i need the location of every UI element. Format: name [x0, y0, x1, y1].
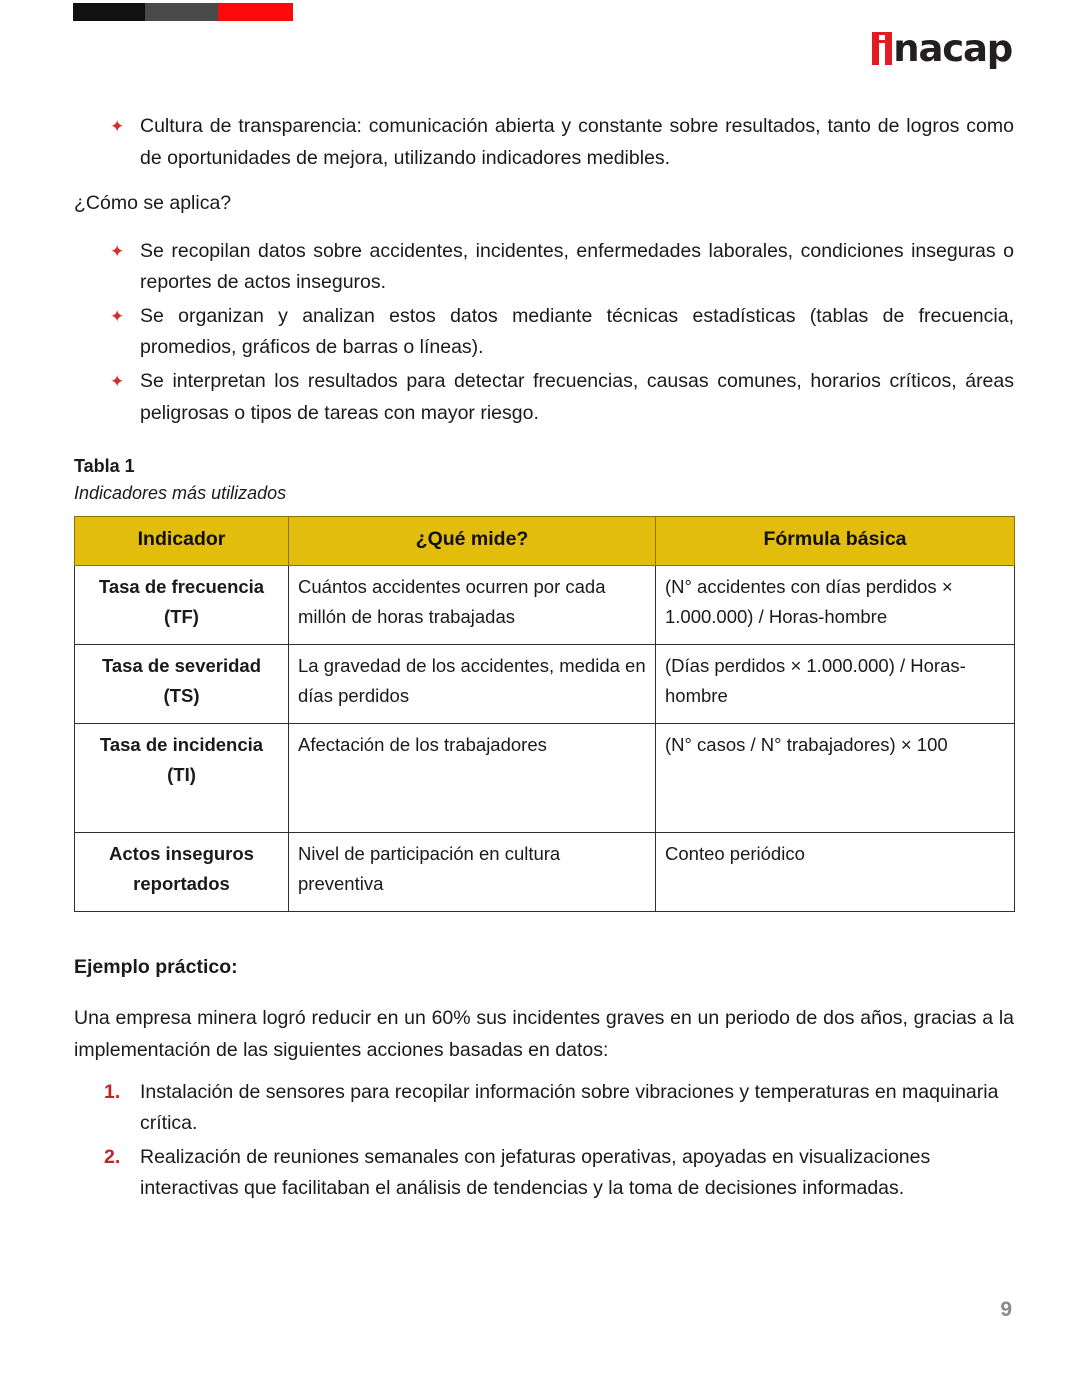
table-cell-que-mide: Afectación de los trabajadores — [289, 723, 656, 832]
table-row — [75, 832, 1015, 911]
table-row — [75, 565, 1015, 644]
bullet-text: Se interpretan los resultados para detectar frecuencias, causas comunes, horarios críticos, áreas peligrosas o tipos de tareas con mayor riesgo. — [140, 370, 1014, 424]
list-item — [74, 111, 1014, 174]
table-cell-indicador: Tasa de frecuencia (TF) — [75, 565, 289, 644]
example-paragraph: Una empresa minera logró reducir en un 60% sus incidentes graves en un periodo de dos años, gracias a la implementación de las siguientes acciones basadas en datos: — [74, 1007, 1014, 1061]
star-bullet-icon: ✦ — [110, 306, 125, 326]
question-heading: ¿Cómo se aplica? — [74, 192, 232, 215]
header-bar-segment-gray — [145, 3, 218, 21]
bullet-text: Se organizan y analizan estos datos mediante técnicas estadísticas (tablas de frecuencia, promedios, gráficos de barras o líneas). — [140, 304, 1014, 359]
list-item — [74, 301, 1014, 364]
bullet-text: Cultura de transparencia: comunicación abierta y constante sobre resultados, tanto de logros como de oportunidades de mejora, utilizando indicadores medibles. — [140, 115, 1014, 169]
table-row — [75, 723, 1015, 832]
list-item — [74, 1142, 1014, 1205]
apply-bullet-list — [74, 236, 1014, 429]
table-cell-formula: Conteo periódico — [656, 832, 1015, 911]
table-cell-formula: (N° accidentes con días perdidos × 1.000.000) / Horas-hombre — [656, 565, 1015, 644]
bullet-text: Se recopilan datos sobre accidentes, incidentes, enfermedades laborales, condiciones inseguras o reportes de actos inseguros. — [140, 239, 1014, 294]
table-cell-que-mide: Nivel de participación en cultura preventiva — [289, 832, 656, 911]
table-caption-block — [74, 453, 1014, 507]
table-cell-que-mide: La gravedad de los accidentes, medida en días perdidos — [289, 644, 656, 723]
list-item — [74, 236, 1014, 299]
table-cell-indicador: Actos inseguros reportados — [75, 832, 289, 911]
table-cell-formula: (N° casos / N° trabajadores) × 100 — [656, 723, 1015, 832]
header-color-bar — [73, 3, 293, 21]
star-bullet-icon: ✦ — [110, 241, 125, 261]
table-cell-formula: (Días perdidos × 1.000.000) / Horas-hombre — [656, 644, 1015, 723]
list-item-text: Instalación de sensores para recopilar información sobre vibraciones y temperaturas en maquinaria crítica. — [140, 1080, 999, 1135]
table-subtitle: Indicadores más utilizados — [74, 483, 287, 504]
page-number: 9 — [1000, 1298, 1012, 1321]
table-column-header-que-mide: ¿Qué mide? — [289, 517, 656, 566]
table-row — [75, 644, 1015, 723]
example-heading: Ejemplo práctico: — [74, 955, 238, 978]
document-body — [74, 105, 1014, 1207]
list-item — [74, 366, 1014, 429]
intro-bullet-list — [74, 111, 1014, 174]
table-column-header-formula: Fórmula básica — [656, 517, 1015, 566]
table-cell-indicador: Tasa de severidad (TS) — [75, 644, 289, 723]
header-bar-segment-red — [218, 3, 293, 21]
table-header-row — [75, 517, 1015, 566]
inacap-logo — [872, 27, 1012, 74]
header-bar-segment-black — [73, 3, 145, 21]
inacap-logo-text: nacap — [893, 27, 1012, 70]
star-bullet-icon: ✦ — [110, 372, 125, 392]
example-numbered-list — [74, 1077, 1014, 1205]
list-item — [74, 1077, 1014, 1140]
list-item-text: Realización de reuniones semanales con jefaturas operativas, apoyadas en visualizaciones interactivas que facilitaban el análisis de tendencias y la toma de decisiones informadas. — [140, 1145, 931, 1200]
table-label: Tabla 1 — [74, 456, 135, 477]
table-column-header-indicador: Indicador — [75, 517, 289, 566]
star-bullet-icon: ✦ — [110, 117, 125, 136]
inacap-logo-mark-icon — [872, 32, 892, 65]
table-cell-que-mide: Cuántos accidentes ocurren por cada millón de horas trabajadas — [289, 565, 656, 644]
list-item-number: 1. — [104, 1080, 121, 1103]
table-cell-indicador: Tasa de incidencia (TI) — [75, 723, 289, 832]
list-item-number: 2. — [104, 1145, 121, 1168]
indicators-table — [74, 516, 1015, 912]
